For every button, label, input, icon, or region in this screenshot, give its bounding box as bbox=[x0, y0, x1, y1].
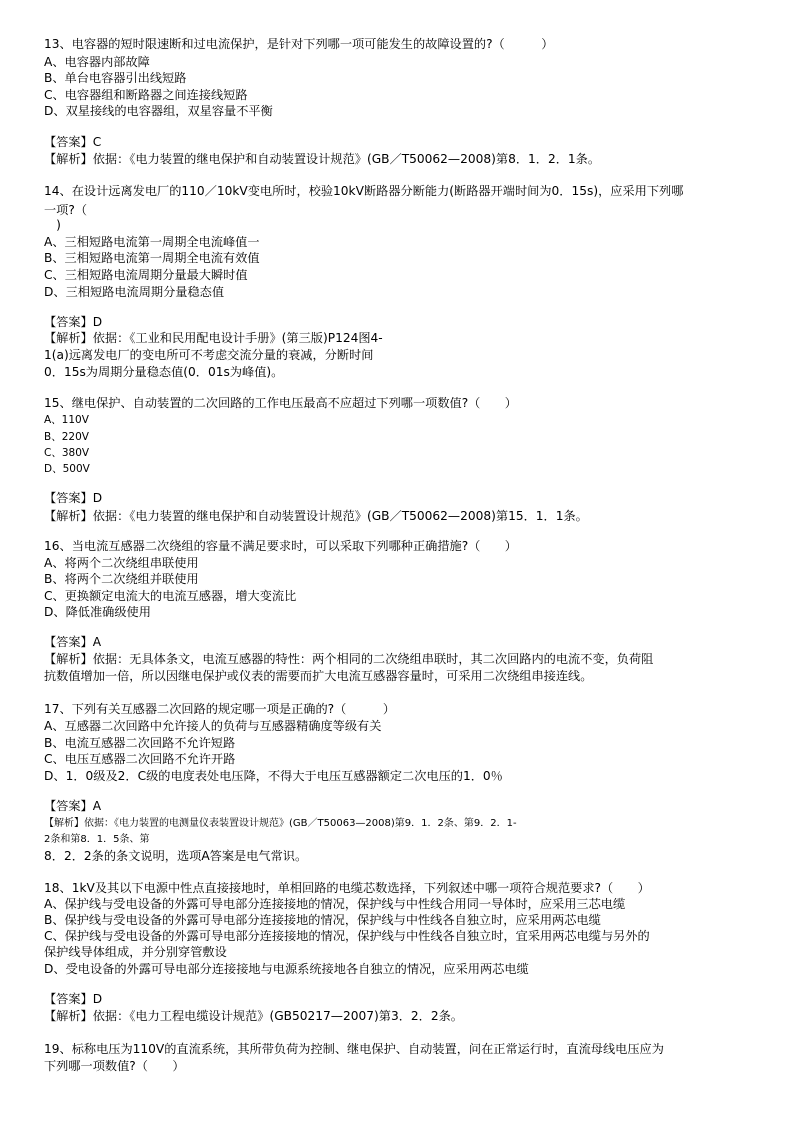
question-13-stem: 13、电容器的短时限速断和过电流保护，是针对下列哪一项可能发生的故障设置的?（ ） bbox=[44, 37, 554, 51]
question-18-option-b: B、保护线与受电设备的外露可导电部分连接接地的情况，保护线与中性线各自独立时，应采用两芯电缆 bbox=[44, 913, 601, 927]
question-14-option-b: B、三相短路电流第一周期全电流有效值 bbox=[44, 251, 260, 265]
question-16-answer: 【答案】A bbox=[44, 635, 102, 649]
question-17-option-b: B、电流互感器二次回路不允许短路 bbox=[44, 736, 236, 750]
question-14-option-c: C、三相短路电流周期分量最大瞬时值 bbox=[44, 268, 248, 282]
question-18-stem: 18、1kV及其以下电源中性点直接接地时，单相回路的电缆芯数选择，下列叙述中哪一项符合规范要求?（ ） bbox=[44, 881, 650, 895]
question-15-option-c: C、380V bbox=[44, 447, 90, 459]
question-17-option-c: C、电压互感器二次回路不允许开路 bbox=[44, 752, 236, 766]
question-13-option-b: B、单台电容器引出线短路 bbox=[44, 71, 187, 85]
question-16-option-a: A、将两个二次绕组串联使用 bbox=[44, 556, 199, 570]
question-17-analysis-line1: 【解析】依据：《电力装置的电测量仪表装置设计规范》(GB／T50063—2008)第9．1．2条、第9．2．1- bbox=[44, 818, 517, 829]
question-15-answer: 【答案】D bbox=[44, 491, 103, 505]
question-15-stem: 15、继电保护、自动装置的二次回路的工作电压最高不应超过下列哪一项数值?（ ） bbox=[44, 396, 517, 410]
question-14-stem-line2: 一项?（ bbox=[44, 203, 88, 217]
question-14-option-d: D、三相短路电流周期分量稳态值 bbox=[44, 285, 225, 299]
question-17-analysis-line3: 8．2．2条的条文说明，选项A答案是电气常识。 bbox=[44, 849, 308, 863]
question-14-analysis-line2: 1(a)远离发电厂的变电所可不考虑交流分量的衰减，分断时间 bbox=[44, 348, 374, 362]
question-14-stem-line1: 14、在设计远离发电厂的110／10kV变电所时，校验10kV断路器分断能力(断路器开端时间为0．15s)，应采用下列哪 bbox=[44, 184, 684, 198]
question-15-option-b: B、220V bbox=[44, 431, 89, 443]
question-16-option-c: C、更换额定电流大的电流互感器，增大变流比 bbox=[44, 589, 297, 603]
question-18-option-c-cont: 保护线导体组成，并分别穿管敷设 bbox=[44, 945, 227, 959]
question-19-stem-line1: 19、标称电压为110V的直流系统，其所带负荷为控制、继电保护、自动装置，问在正常运行时，直流母线电压应为 bbox=[44, 1042, 664, 1056]
question-14-option-a: A、三相短路电流第一周期全电流峰值一 bbox=[44, 235, 260, 249]
question-15-analysis: 【解析】依据：《电力装置的继电保护和自动装置设计规范》(GB／T50062—2008)第15．1．1条。 bbox=[44, 509, 588, 523]
question-18-analysis: 【解析】依据：《电力工程电缆设计规范》(GB50217—2007)第3．2．2条。 bbox=[44, 1009, 463, 1023]
question-17-option-a: A、互感器二次回路中允许接人的负荷与互感器精确度等级有关 bbox=[44, 719, 382, 733]
question-18-option-d: D、受电设备的外露可导电部分连接接地与电源系统接地各自独立的情况，应采用两芯电缆 bbox=[44, 962, 529, 976]
question-18-option-a: A、保护线与受电设备的外露可导电部分连接接地的情况，保护线与中性线合用同一导体时，应采用三芯电缆 bbox=[44, 897, 626, 911]
question-16-analysis-line1: 【解析】依据：无具体条文，电流互感器的特性：两个相同的二次绕组串联时，其二次回路内的电流不变，负荷阻 bbox=[44, 652, 654, 666]
question-16-option-b: B、将两个二次绕组并联使用 bbox=[44, 572, 199, 586]
question-13-option-a: A、电容器内部故障 bbox=[44, 55, 150, 69]
question-13-option-d: D、双星接线的电容器组，双星容量不平衡 bbox=[44, 104, 273, 118]
question-14-answer: 【答案】D bbox=[44, 315, 103, 329]
question-18-answer: 【答案】D bbox=[44, 992, 103, 1006]
question-16-analysis-line2: 抗数值增加一倍，所以因继电保护或仪表的需要而扩大电流互感器容量时，可采用二次绕组串接连线。 bbox=[44, 669, 593, 683]
question-17-option-d: D、1．0级及2．C级的电度表处电压降，不得大于电压互感器额定二次电压的1．0％ bbox=[44, 769, 503, 783]
question-17-answer: 【答案】A bbox=[44, 799, 102, 813]
question-15-option-d: D、500V bbox=[44, 463, 90, 475]
question-19-stem-line2: 下列哪一项数值?（ ） bbox=[44, 1059, 185, 1073]
question-15-option-a: A、110V bbox=[44, 414, 89, 426]
question-13-analysis: 【解析】依据：《电力装置的继电保护和自动装置设计规范》(GB／T50062—2008)第8．1．2．1条。 bbox=[44, 152, 601, 166]
question-18-option-c: C、保护线与受电设备的外露可导电部分连接接地的情况，保护线与中性线各自独立时，宜采用两芯电缆与另外的 bbox=[44, 929, 650, 943]
question-13-option-c: C、电容器组和断路器之间连接线短路 bbox=[44, 88, 248, 102]
question-14-analysis-line1: 【解析】依据：《工业和民用配电设计手册》(第三版)P124图4- bbox=[44, 331, 383, 345]
question-13-answer: 【答案】C bbox=[44, 135, 102, 149]
question-16-option-d: D、降低准确级使用 bbox=[44, 605, 151, 619]
question-17-analysis-line2: 2条和第8．1．5条、第 bbox=[44, 834, 150, 845]
question-14-analysis-line3: 0．15s为周期分量稳态值(0．01s为峰值)。 bbox=[44, 365, 284, 379]
question-16-stem: 16、当电流互感器二次绕组的容量不满足要求时，可以采取下列哪种正确措施?（ ） bbox=[44, 539, 517, 553]
question-17-stem: 17、下列有关互感器二次回路的规定哪一项是正确的?（ ） bbox=[44, 702, 396, 716]
question-14-stem-line3: ) bbox=[44, 218, 61, 232]
